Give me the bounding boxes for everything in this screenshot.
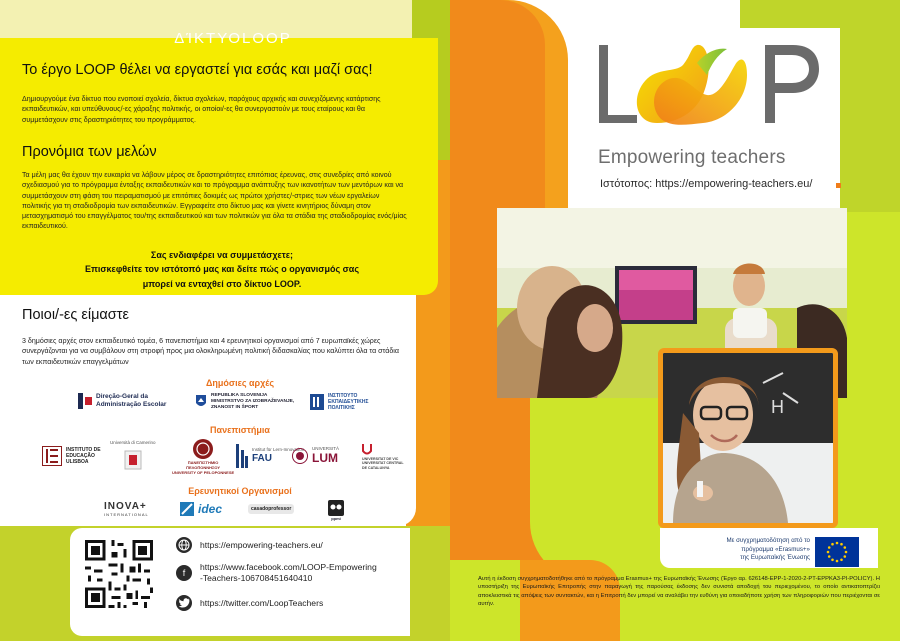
peloponnese-crest-icon [192, 438, 214, 460]
logo-ppmi [328, 500, 344, 522]
logo-casa-do-professor [248, 504, 294, 514]
slovenia-line-3: ZNANOST IN ŠPORT [211, 404, 259, 410]
intro-paragraph: Δημιουργούμε ένα δίκτυο που ενοποιεί σχολεία, δίκτυα σχολείων, παρόχους αρχικής και συνεχιζόμενης κατάρτισης εκπαιδευτικών, και υπεύθυνους/-ες χάραξης πολιτικής, οι οποίοι/-ες θα συνεργαστούν με τους εταίρους και θα συμμετάσχουν στις δραστηριότητες του προγράμματος. [22, 95, 381, 124]
iep-line-2: ΕΚΠΑΙΔΕΥΤΙΚΗΣ [328, 399, 369, 405]
slovenia-line-1: REPUBLIKA SLOVENIJA [211, 393, 268, 398]
logo-uvic [362, 444, 404, 470]
logo-peloponnese [172, 438, 234, 475]
web-link[interactable]: https://empowering-teachers.eu/ [200, 540, 323, 550]
idec-name: idec [198, 502, 223, 516]
dgae-line-1: Direção-Geral da [96, 393, 149, 401]
eu-line-3: της Ευρωπαϊκής Ένωσης [740, 554, 810, 562]
logo-iep [310, 393, 369, 411]
iep-line-3: ΠΟΛΙΤΙΚΗΣ [328, 405, 355, 411]
fau-name: FAU [252, 452, 272, 464]
twitter-icon [176, 595, 192, 611]
logo-slovenia-ministry [195, 393, 294, 410]
fau-bars-icon [236, 444, 248, 468]
members-paragraph: Τα μέλη μας θα έχουν την ευκαιρία να λάβουν μέρος σε δραστηριότητες επιτόπιας έρευνας, στις συνεδρίες από κοινού σχεδιασμού για το πρόγραμμα ένταξης εκπαιδευτικών και το πρόγραμμα ανάπτυξης των ικανοτήτων των μεντόρων και να συμμετάσχουν στη φάση του πειραματισμού με επιτόπιες δοκιμές ως πρώτοι χρήστες/-στριες των νέων εργαλείων πολιτικής για τη σταδιοδρομία των εκπαιδευτικών. Εγγραφείτε στο δίκτυο μας και γίνετε κινητήριος δύναμη στον μετασχηματισμό του επαγγέλματος του/της εκπαιδευτικού και των πολιτικών για όλα τα στάδια της σταδιοδρομίας ενός/μίας εκπαιδευτικού. [22, 171, 407, 231]
facebook-link[interactable] [200, 562, 377, 584]
uvic-mark-icon [362, 444, 372, 456]
lum-caption: UNIVERSITÀ [312, 446, 340, 451]
eu-flag-icon [815, 537, 859, 567]
orange-square-icon [836, 183, 841, 188]
camerino-crest-icon [123, 447, 143, 471]
lum-name: LUM [312, 451, 338, 466]
loop-logo [595, 35, 825, 135]
idec-mark-icon [180, 502, 194, 516]
slovenia-crest-icon [195, 394, 207, 410]
uvic-line-2: UNIVERSITAT CENTRAL [362, 461, 404, 466]
ie-line-3: ULISBOA [66, 459, 89, 465]
fau-caption: Institut für Lern-Innovation [252, 447, 305, 453]
logo-dgae [78, 393, 166, 409]
uvic-line-3: DE CATALUNYA [362, 465, 390, 470]
facebook-link-line-1: https://www.facebook.com/LOOP-Empowering [200, 562, 377, 572]
disclaimer: Αυτή η έκδοση συγχρηματοδοτήθηκε από το πρόγραμμα Erasmus+ της Ευρωπαϊκής Ένωσης (Έργο αρ. 626148-EPP-1-2020-2-PT-EPPKA3-PI-POLICY). Η υποστήριξη της Ευρωπαϊκής Επιτροπής στην παραγωγή της παρούσας έκδοσης δεν συνιστά αποδοχή του περιεχομένου, το οποίο αντικατοπτρίζει αποκλειστικά τις απόψεις των συντακτών, και η Επιτροπή δεν μπορεί να αναλάβει την ευθύνη για οποιαδήποτε χρήση των πληροφοριών που περιέχονται σε αυτήν. [478, 576, 880, 608]
main-heading: Το έργο LOOP θέλει να εργαστεί για εσάς και μαζί σας! [22, 62, 373, 78]
website-line[interactable]: Ιστότοπος: https://empowering-teachers.eu/ [600, 178, 813, 190]
inova-caption: INTERNATIONAL [104, 512, 149, 517]
cta-line-2: Επισκεφθείτε τον ιστότοπό μας και δείτε πώς ο οργανισμός σας [84, 264, 360, 275]
iep-line-1: ΙΝΣΤΙΤΟΥΤΟ [328, 393, 358, 399]
contact-web[interactable] [176, 537, 323, 553]
contact-twitter[interactable] [176, 595, 323, 611]
twitter-link[interactable]: https://twitter.com/LoopTeachers [200, 598, 324, 608]
cta-line-1: Σας ενδιαφέρει να συμμετάσχετε; [150, 250, 294, 260]
eu-funding-text [690, 537, 810, 563]
call-to-action [22, 248, 422, 291]
peloponnese-line-3: UNIVERSITY OF PELOPONNESE [172, 469, 235, 475]
qr-code-icon[interactable] [82, 537, 156, 611]
svg-text:H: H [771, 397, 784, 417]
inova-name: INOVA+ [104, 501, 147, 512]
logo-idec [180, 502, 222, 516]
ie-line-2: EDUCAÇÃO [66, 453, 95, 459]
camerino-caption: Università di Camerino [110, 440, 156, 445]
peloponnese-line-2: ΠΕΛΟΠΟΝΝΗΣΟΥ [186, 464, 221, 470]
slovenia-line-2: MINISTRSTVO ZA IZOBRAŽEVANJE, [211, 398, 295, 404]
category-public-authorities: Δημόσιες αρχές [205, 378, 275, 388]
casa-name: casadoprofessor [248, 504, 294, 514]
dgae-mark-icon [78, 393, 92, 409]
student-photo [658, 348, 838, 528]
logo-ie-ulisboa [42, 446, 101, 466]
ppmi-owl-icon [328, 500, 344, 516]
logo-inova [104, 501, 149, 518]
ie-line-1: INSTITUTO DE [66, 447, 101, 453]
logo-lum [292, 446, 339, 466]
globe-icon [176, 537, 192, 553]
ppmi-name: ppmi [331, 516, 341, 521]
network-title: ΔΊΚΤΥΟLOOP [174, 30, 292, 47]
dgae-line-2: Administração Escolar [96, 401, 167, 408]
tagline: Empowering teachers [598, 147, 786, 168]
category-research-orgs: Ερευνητικοί Οργανισμοί [188, 486, 292, 496]
eu-line-2: πρόγραμμα «Erasmus+» [741, 545, 810, 553]
cta-line-3: μπορεί να ενταχθεί στο δίκτυο LOOP. [142, 278, 302, 289]
ie-ulisboa-mark-icon [42, 446, 62, 466]
facebook-icon: f [176, 565, 192, 581]
contact-facebook[interactable] [176, 562, 377, 584]
who-heading: Ποιοι/-ες είμαστε [22, 307, 129, 323]
lum-seal-icon [292, 448, 308, 464]
category-universities: Πανεπιστήμια [210, 425, 270, 435]
members-heading: Προνόμια των μελών [22, 144, 157, 160]
eu-line-1: Με συγχρηματοδότηση από το [726, 537, 810, 544]
iep-mark-icon [310, 394, 324, 410]
peloponnese-line-1: ΠΑΝΕΠΙΣΤΗΜΙΟ [187, 460, 219, 465]
who-paragraph: 3 δημόσιες αρχές στον εκπαιδευτικό τομέα, 6 πανεπιστήμια και 4 ερευνητικοί οργανισμοί από 7 ευρωπαϊκές χώρες συνεργάζονται για να συμβάλουν στη στροφή προς μια ολοκληρωμένη πολιτική διδασκαλίας που καλύπτει όλα τα στάδια των εκπαιδευτικών επαγγελμάτων [22, 337, 399, 366]
logo-camerino [110, 440, 156, 471]
uvic-line-1: UNIVERSITAT DE VIC [362, 457, 399, 461]
facebook-link-line-2: -Teachers-106708451640410 [200, 573, 313, 584]
